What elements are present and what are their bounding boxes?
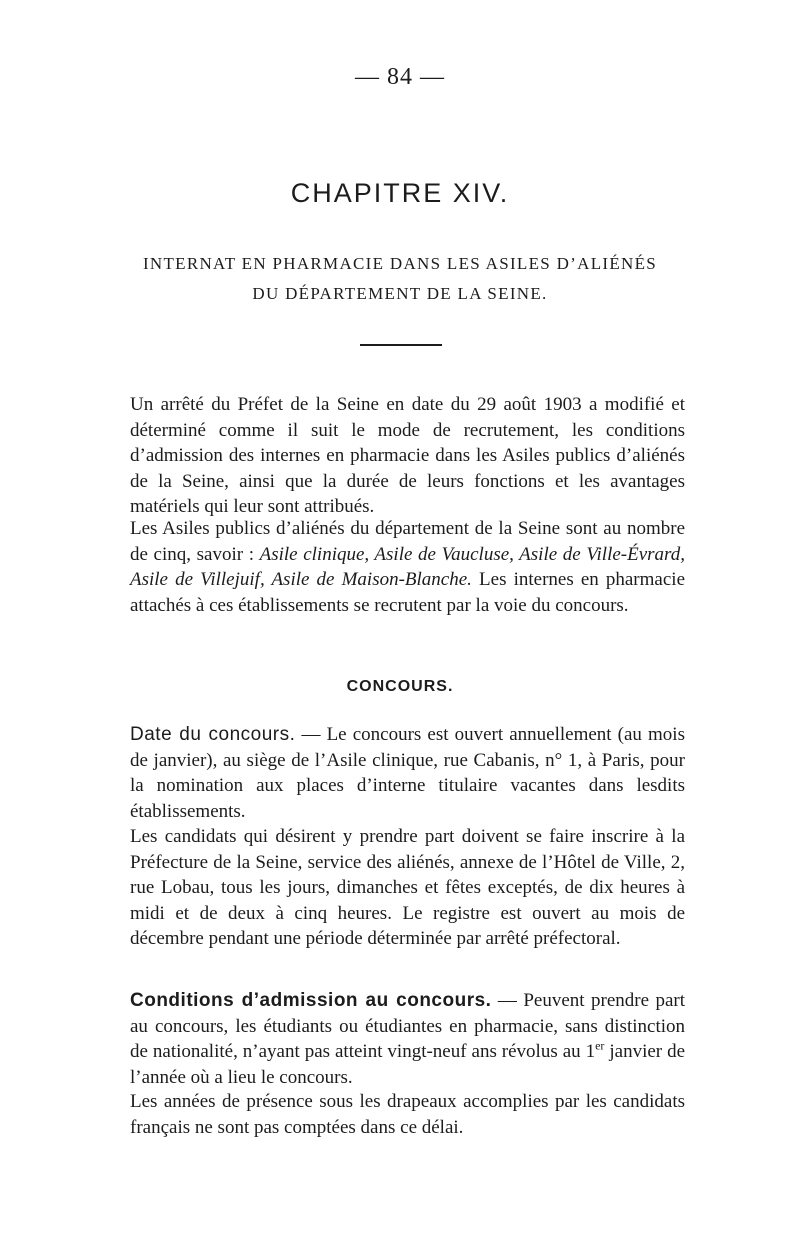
date-concours-text bbox=[130, 722, 685, 824]
drapeaux-paragraph bbox=[130, 1089, 685, 1140]
chapter-subtitle-line-2: DU DÉPARTEMENT DE LA SEINE. bbox=[252, 284, 548, 303]
date-concours-body: — Le concours est ouvert annuellement (au mois de janvier), au siège de l’Asile clinique, rue Cabanis, n° 1, à Paris, pour la nomination aux places d’interne titulaire vacantes dans lesdits établissements. bbox=[130, 724, 685, 822]
asiles-paragraph bbox=[130, 516, 685, 618]
date-concours-label: Date du concours. bbox=[130, 724, 296, 745]
asiles-intro: Les Asiles publics d’aliénés du département de la Seine sont au nombre de cinq, savoir : bbox=[130, 518, 685, 565]
conditions-paragraph bbox=[130, 988, 685, 1090]
separator-rule bbox=[360, 344, 442, 346]
conditions-label: Conditions d’admission au concours. bbox=[130, 990, 492, 1011]
conditions-body-a: — Peuvent prendre part au concours, les étudiants ou étudiantes en pharmacie, sans distinction de nationalité, n’ayant pas atteint vingt-neuf ans révolus au 1 bbox=[130, 990, 685, 1062]
asiles-list: Asile clinique, Asile de Vaucluse, Asile de Ville-Évrard, Asile de Villejuif, Asile de Maison-Blanche. bbox=[130, 543, 685, 590]
section-heading-concours: CONCOURS. bbox=[346, 678, 454, 695]
chapter-subtitle-line-1: INTERNAT EN PHARMACIE DANS LES ASILES D’ALIÉNÉS bbox=[142, 254, 658, 273]
asiles-paragraph-text bbox=[130, 516, 685, 618]
date-concours-paragraph bbox=[130, 722, 685, 824]
conditions-body-b: janvier de l’année où a lieu le concours. bbox=[130, 1041, 685, 1088]
page-number: — 84 — bbox=[355, 64, 445, 90]
conditions-text bbox=[130, 988, 685, 1090]
asiles-conclusion: Les internes en pharmacie attachés à ces établissements se recrutent par la voie du concours. bbox=[130, 569, 685, 616]
intro-paragraph-text: Un arrêté du Préfet de la Seine en date du 29 août 1903 a modifié et déterminé comme il suit le mode de recrutement, les conditions d’admission des internes en pharmacie dans les Asiles publics d’aliénés de la Seine, ainsi que la durée de leurs fonctions et les avantages matériels qui leur sont attribués. bbox=[130, 394, 685, 517]
candidats-paragraph bbox=[130, 824, 685, 952]
intro-paragraph bbox=[130, 392, 685, 520]
candidats-text: Les candidats qui désirent y prendre part doivent se faire inscrire à la Préfecture de la Seine, service des aliénés, annexe de l’Hôtel de Ville, 2, rue Lobau, tous les jours, dimanches et fêtes exceptés, de dix heures à midi et de deux à cinq heures. Le registre est ouvert au mois de décembre pendant une période déterminée par arrêté préfectoral. bbox=[130, 826, 685, 949]
chapter-title: CHAPITRE XIV. bbox=[290, 178, 510, 208]
drapeaux-text: Les années de présence sous les drapeaux accomplies par les candidats français ne sont pas comptées dans ce délai. bbox=[130, 1091, 685, 1138]
conditions-superscript: er bbox=[595, 1038, 605, 1053]
